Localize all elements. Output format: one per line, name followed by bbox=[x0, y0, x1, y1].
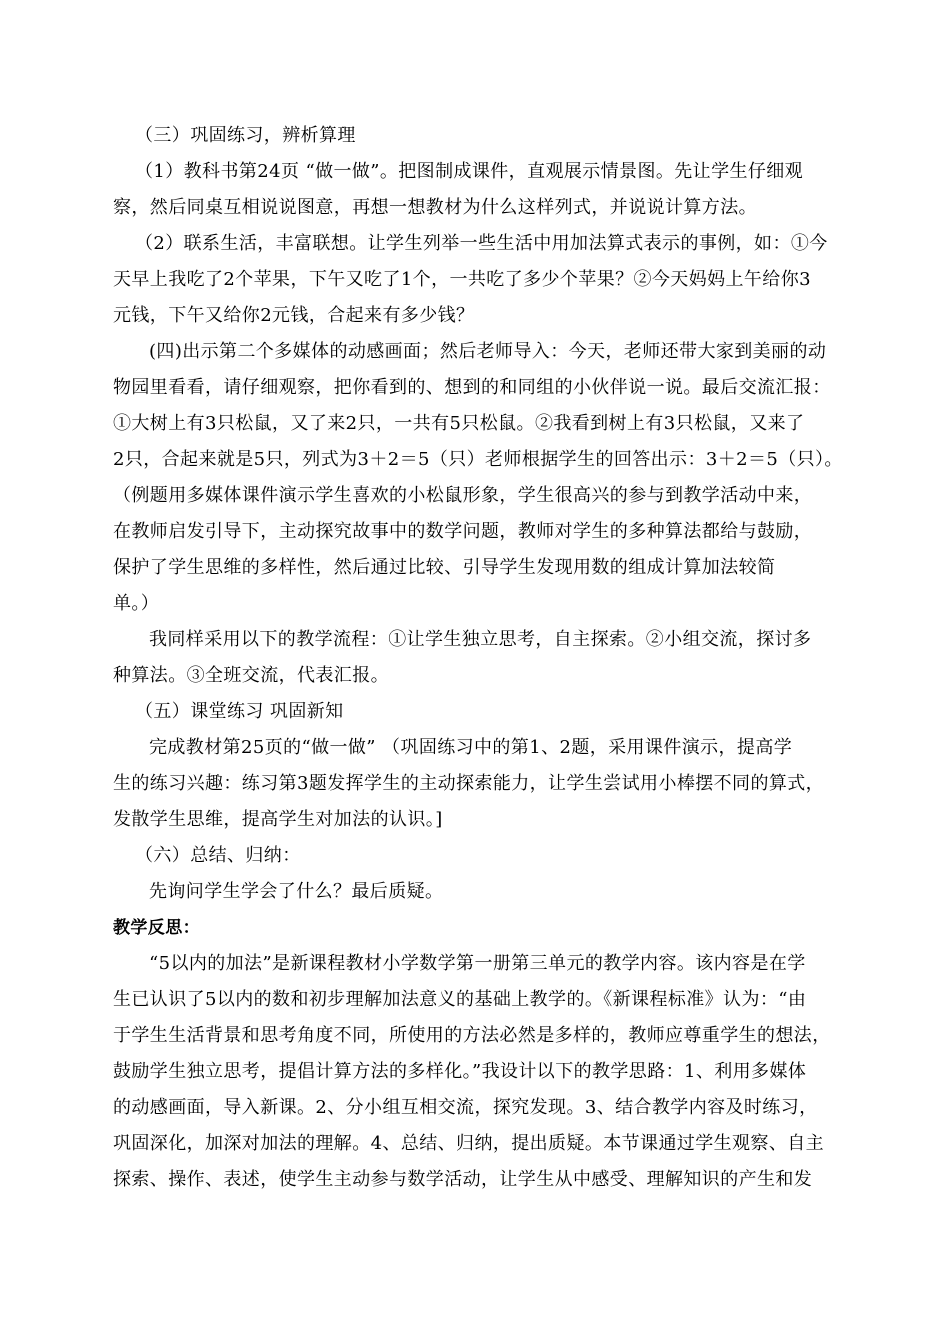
paragraph-line: 单。） bbox=[113, 593, 160, 614]
paragraph-line: “5以内的加法”是新课程教材小学数学第一册第三单元的教学内容。该内容是在学 bbox=[149, 953, 806, 974]
section-5-title: （五）课堂练习 巩固新知 bbox=[135, 701, 344, 722]
paragraph-line: 天早上我吃了2个苹果，下午又吃了1个，一共吃了多少个苹果？②今天妈妈上午给你3 bbox=[113, 269, 811, 290]
paragraph-line: 的动感画面，导入新课。2、分小组互相交流，探究发现。3、结合教学内容及时练习， bbox=[113, 1097, 818, 1118]
reflection-heading: 教学反思： bbox=[113, 918, 200, 938]
document-body bbox=[113, 118, 873, 1198]
paragraph-line: 种算法。③全班交流，代表汇报。 bbox=[113, 665, 389, 686]
paragraph-line: ①大树上有3只松鼠，又了来2只，一共有5只松鼠。②我看到树上有3只松鼠，又来了 bbox=[113, 413, 805, 434]
paragraph-line: 察，然后同桌互相说说图意，再想一想教材为什么这样列式，并说说计算方法。 bbox=[113, 197, 757, 218]
paragraph-line: 生的练习兴趣：练习第3题发挥学生的主动探索能力，让学生尝试用小棒摆不同的算式， bbox=[113, 773, 825, 794]
paragraph-line: 发散学生思维，提高学生对加法的认识。] bbox=[113, 809, 443, 830]
paragraph-line: （2）联系生活，丰富联想。让学生列举一些生活中用加法算式表示的事例，如：①今 bbox=[135, 233, 828, 254]
section-3-title: （三）巩固练习，辨析算理 bbox=[135, 125, 356, 146]
paragraph-line: 先询问学生学会了什么？最后质疑。 bbox=[149, 881, 444, 902]
paragraph-line: 于学生生活背景和思考角度不同，所使用的方法必然是多样的，教师应尊重学生的想法， bbox=[113, 1025, 831, 1046]
paragraph-line: 我同样采用以下的教学流程：①让学生独立思考，自主探索。②小组交流，探讨多 bbox=[149, 629, 812, 650]
paragraph-line: （例题用多媒体课件演示学生喜欢的小松鼠形象，学生很高兴的参与到教学活动中来， bbox=[113, 485, 813, 506]
paragraph-line: 保护了学生思维的多样性，然后通过比较、引导学生发现用数的组成计算加法较简 bbox=[113, 557, 776, 578]
paragraph-line: 探索、操作、表述，使学生主动参与数学活动，让学生从中感受、理解知识的产生和发 bbox=[113, 1169, 813, 1190]
paragraph-line: 生已认识了5以内的数和初步理解加法意义的基础上教学的。《新课程标准》认为：“由 bbox=[113, 989, 807, 1010]
paragraph-line: 巩固深化，加深对加法的理解。4、总结、归纳，提出质疑。本节课通过学生观察、自主 bbox=[113, 1133, 825, 1154]
paragraph-line: 鼓励学生独立思考，提倡计算方法的多样化。”我设计以下的教学思路：1、利用多媒体 bbox=[113, 1061, 807, 1082]
paragraph-line: 完成教材第25页的“做一做” （巩固练习中的第1、2题，采用课件演示，提高学 bbox=[149, 737, 793, 758]
paragraph-line: (四)出示第二个多媒体的动感画面；然后老师导入：今天，老师还带大家到美丽的动 bbox=[149, 341, 827, 362]
paragraph-line: 2只，合起来就是5只，列式为3＋2＝5（只）老师根据学生的回答出示：3＋2＝5（只）。 bbox=[113, 449, 843, 470]
section-6-title: （六）总结、归纳： bbox=[135, 845, 301, 866]
paragraph-line: 在教师启发引导下，主动探究故事中的数学问题，教师对学生的多种算法都给与鼓励， bbox=[113, 521, 813, 542]
paragraph-line: 物园里看看，请仔细观察，把你看到的、想到的和同组的小伙伴说一说。最后交流汇报： bbox=[113, 377, 831, 398]
paragraph-line: 元钱，下午又给你2元钱，合起来有多少钱？ bbox=[113, 305, 475, 326]
paragraph-line: （1）教科书第24页 “做一做”。把图制成课件，直观展示情景图。先让学生仔细观 bbox=[135, 161, 804, 182]
